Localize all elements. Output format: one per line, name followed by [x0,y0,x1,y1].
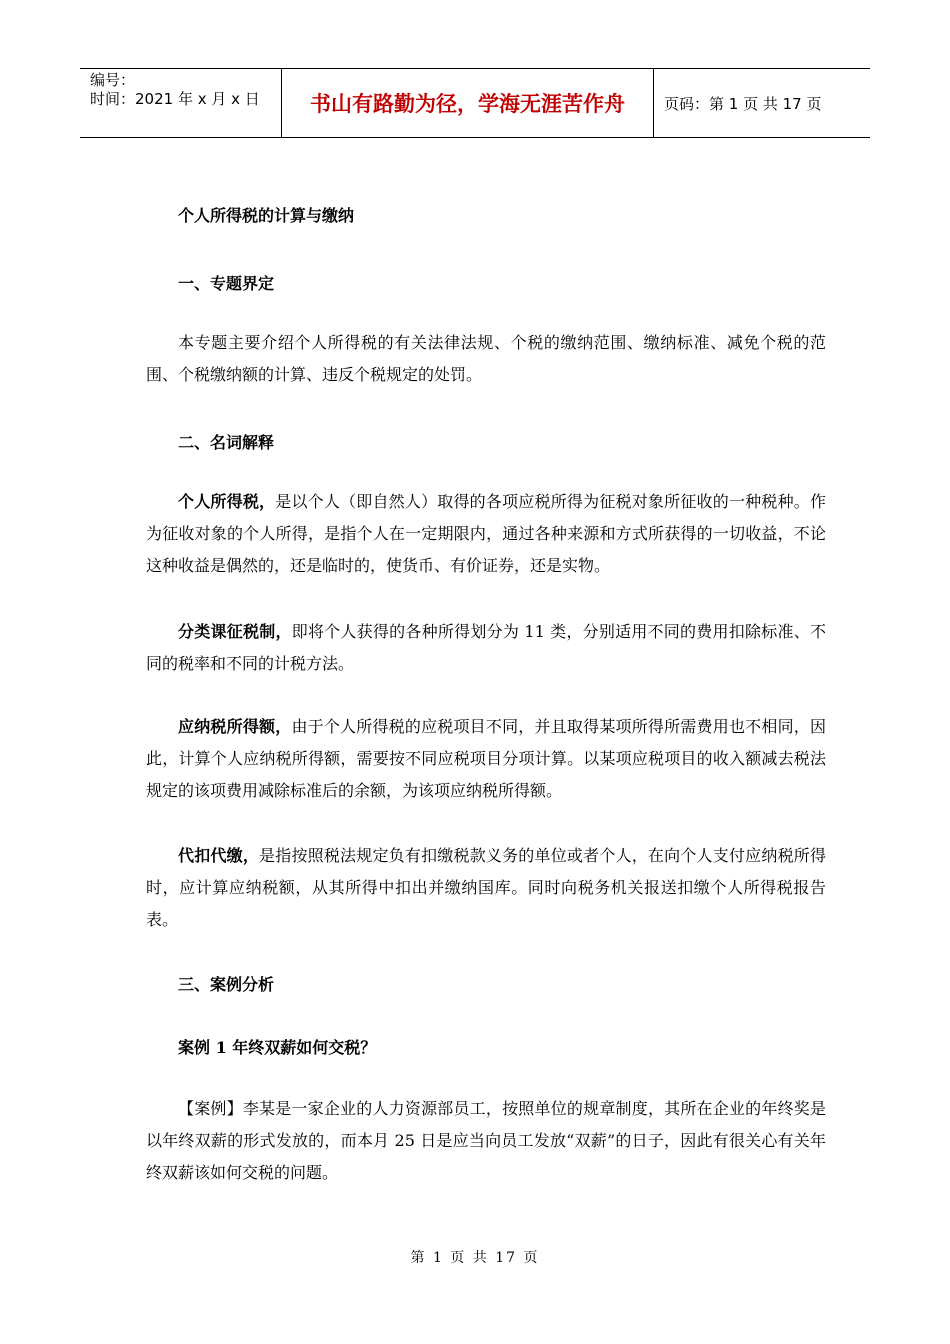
header-left-cell [80,69,282,137]
page-info: 页码：第 1 页 共 17 页 [664,94,822,113]
section-heading-terms: 二、名词解释 [178,433,275,452]
motto: 书山有路勤为径，学海无涯苦作舟 [282,69,654,137]
term-text: 由于个人所得税的应税项目不同，并且取得某项所得所需费用也不相同，因此，计算个人应纳税所得额，需要按不同应税项目分项计算。以某项应税项目的收入额减去税法规定的该项费用减除标准后的余额，为该项应纳税所得额。 [146,717,826,800]
section-heading-cases: 三、案例分析 [178,975,275,994]
case-paragraph: 【案例】李某是一家企业的人力资源部员工，按照单位的规章制度，其所在企业的年终奖是以年终双薪的形式发放的，而本月 25 日是应当向员工发放“双薪”的日子，因此有很关心有关年终双薪该如何交税的问题。 [146,1099,826,1182]
definition-paragraph: 本专题主要介绍个人所得税的有关法律法规、个税的缴纳范围、缴纳标准、减免个税的范围、个税缴纳额的计算、违反个税规定的处罚。 [146,333,826,384]
term-name: 个人所得税， [178,492,276,511]
term-text: 即将个人获得的各种所得划分为 11 类，分别适用不同的费用扣除标准、不同的税率和不同的计税方法。 [146,622,826,673]
term-paragraph [146,840,826,936]
page-footer: 第 1 页 共 17 页 [410,1250,540,1266]
date-label: 时间：2021 年 x 月 x 日 [90,90,260,108]
header-table [80,68,870,138]
number-label: 编号： [90,71,136,89]
term-text: 是指按照税法规定负有扣缴税款义务的单位或者个人，在向个人支付应纳税所得时，应计算应纳税额，从其所得中扣出并缴纳国库。同时向税务机关报送扣缴个人所得税报告表。 [146,846,826,929]
document-title: 个人所得税的计算与缴纳 [178,206,355,225]
term-paragraph [146,616,826,680]
section-heading-definition: 一、专题界定 [178,274,275,293]
case-title: 案例 1 年终双薪如何交税？ [178,1038,377,1057]
term-paragraph [146,711,826,807]
term-name: 代扣代缴， [178,846,260,865]
term-name: 分类课征税制， [178,622,292,641]
term-paragraph [146,486,826,582]
term-text: 是以个人（即自然人）取得的各项应税所得为征税对象所征收的一种税种。作为征收对象的个人所得，是指个人在一定期限内，通过各种来源和方式所获得的一切收益，不论这种收益是偶然的，还是临时的，使货币、有价证券，还是实物。 [146,492,826,575]
term-name: 应纳税所得额， [178,717,292,736]
